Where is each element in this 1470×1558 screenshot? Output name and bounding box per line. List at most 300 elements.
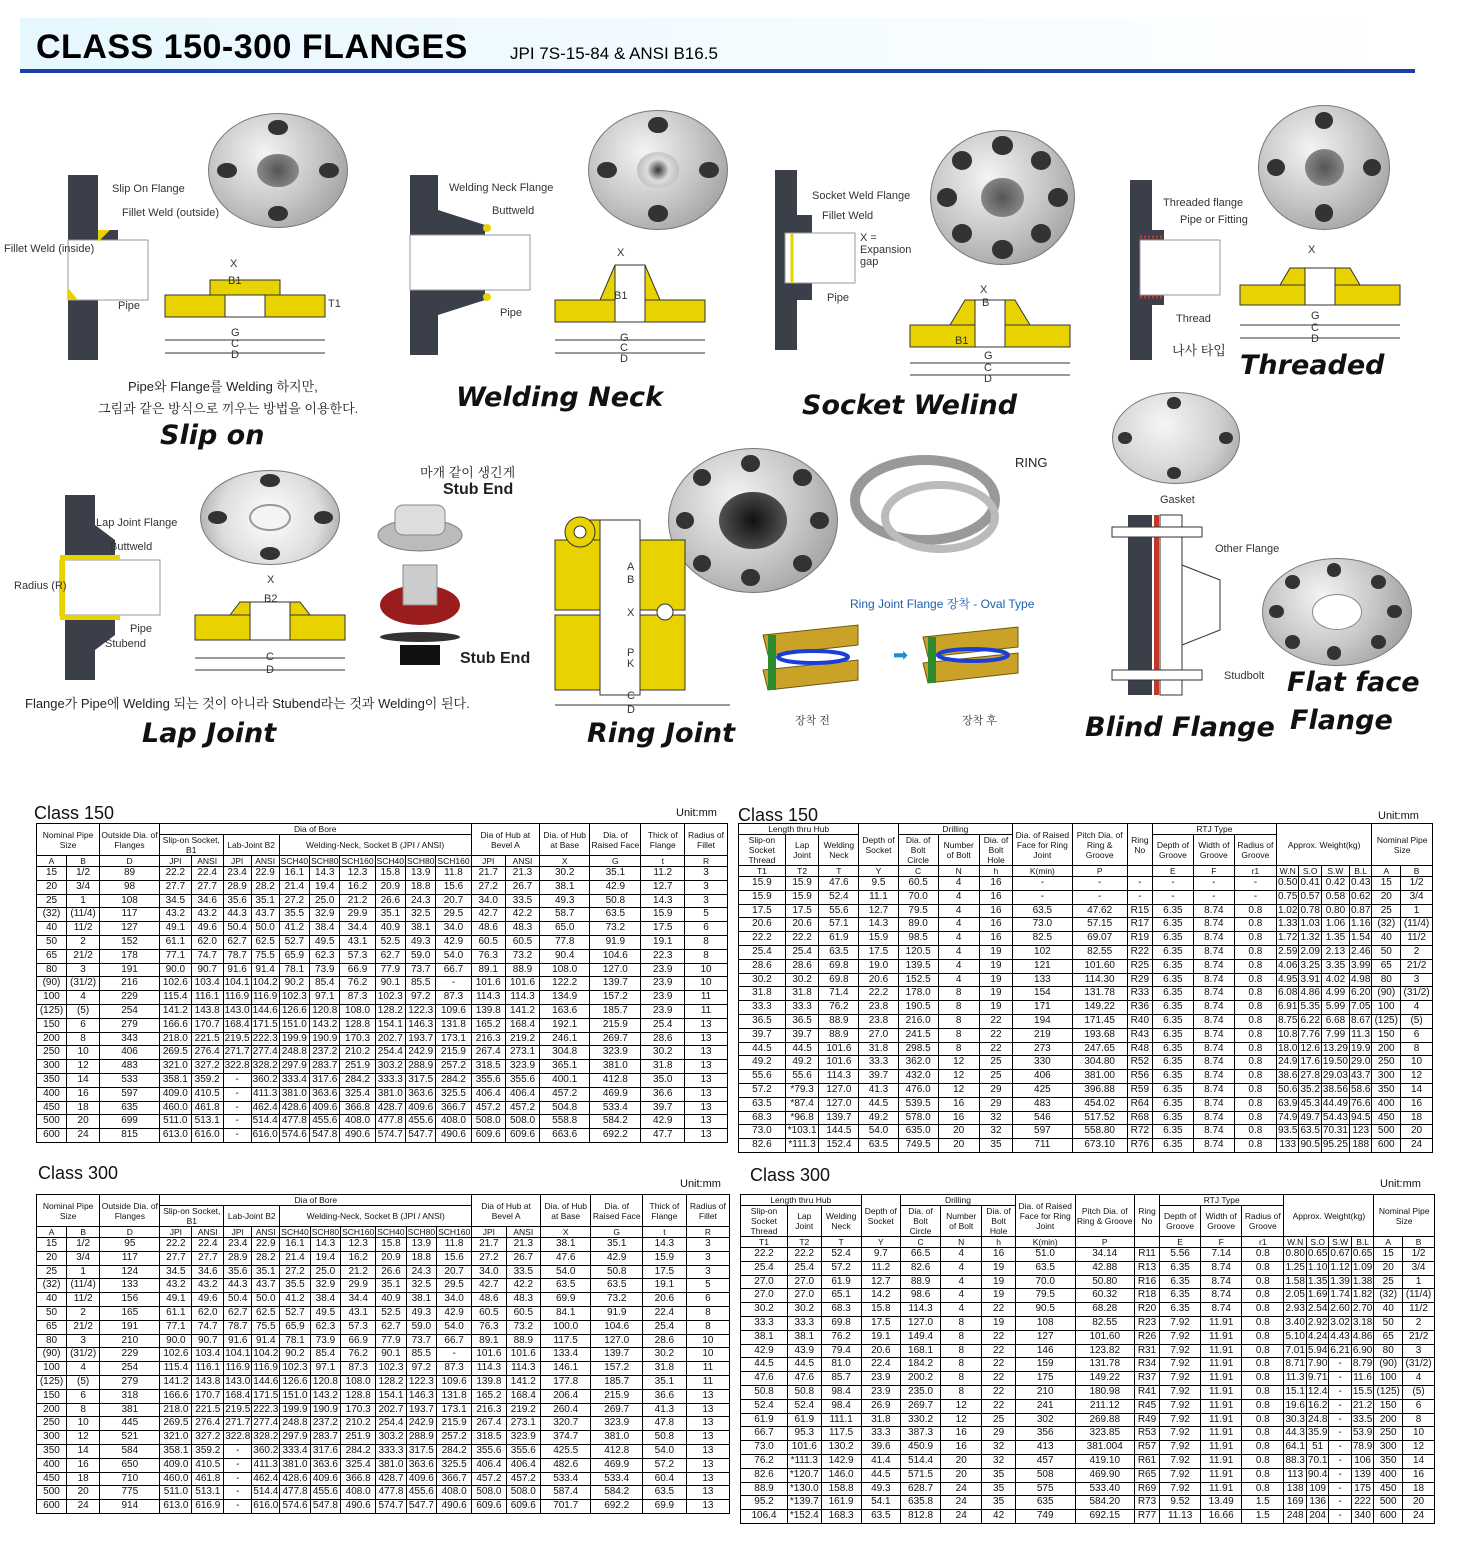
table-cell: 104.6 — [590, 949, 641, 963]
table-cell: 6.20 — [1349, 987, 1371, 1001]
table-row — [37, 1389, 730, 1403]
table-cell: 190.9 — [310, 1032, 340, 1046]
table-cell: 57.3 — [341, 1320, 376, 1334]
table-cell: 7.92 — [1160, 1427, 1201, 1441]
table-cell: 25 — [979, 1056, 1013, 1070]
table-cell: 547.7 — [406, 1500, 436, 1514]
table-cell: 151.0 — [279, 1018, 309, 1032]
table-cell: 54.0 — [541, 1265, 591, 1279]
table-cell: 185.7 — [590, 1004, 641, 1018]
table-cell: R40 — [1127, 1014, 1152, 1028]
table-cell: 98.4 — [821, 1385, 861, 1399]
table-cell: - — [1329, 1413, 1351, 1427]
table-cell: 27.7 — [191, 880, 223, 894]
table-cell: - — [1329, 1441, 1351, 1455]
table-cell: 325.4 — [340, 1087, 375, 1101]
table-cell: 0.58 — [1321, 890, 1349, 904]
table-cell: 91.4 — [252, 1334, 280, 1348]
th-callout-pipe: Pipe or Fitting — [1180, 214, 1248, 226]
table-cell: R15 — [1127, 904, 1152, 918]
column-header: T — [821, 1237, 861, 1248]
table-cell: 254 — [100, 1362, 160, 1376]
table-cell: 11.3 — [1284, 1372, 1306, 1386]
table-cell: 65 — [37, 1320, 67, 1334]
table-cell: 7.92 — [1160, 1344, 1201, 1358]
table-cell: (125) — [37, 1375, 67, 1389]
table-cell: 2.60 — [1329, 1303, 1351, 1317]
table-cell: 333.3 — [376, 1444, 406, 1458]
column-header: A — [37, 856, 67, 867]
table-cell: 134.9 — [540, 991, 590, 1005]
table-cell: 20.9 — [375, 880, 405, 894]
table-cell: *130.0 — [788, 1482, 822, 1496]
column-header: SCH80 — [407, 856, 435, 866]
lj-callout-flange: Lap Joint Flange — [96, 517, 178, 529]
table-cell: 381.0 — [375, 1087, 405, 1101]
table-cell: 77.9 — [376, 1334, 406, 1348]
welding-neck-dimension-diagram — [545, 255, 715, 365]
header-pitch-dia: Pitch Dia. of Ring & Groove — [1075, 1195, 1134, 1237]
table-cell: 166.6 — [159, 1018, 191, 1032]
table-cell: 50.80 — [1075, 1275, 1134, 1289]
table-cell: 39.7 — [641, 1101, 685, 1115]
class300-left-title: Class 300 — [38, 1163, 119, 1183]
table-cell: 0.80 — [1321, 904, 1349, 918]
table-row — [37, 1115, 728, 1129]
table-cell: 317.5 — [406, 1073, 436, 1087]
wn-callout-flange: Welding Neck Flange — [449, 182, 554, 194]
table-cell: 411.3 — [252, 1458, 280, 1472]
table-cell: 43.1 — [340, 935, 375, 949]
table-cell: 34.4 — [341, 1293, 376, 1307]
table-cell: 14 — [1403, 1454, 1435, 1468]
table-cell: 1.74 — [1329, 1289, 1351, 1303]
table-cell: 16 — [979, 890, 1013, 904]
table-cell: 60.5 — [472, 1306, 506, 1320]
table-cell: 28.9 — [223, 880, 251, 894]
header-rtj-sub: Radius of Groove — [1242, 1206, 1284, 1237]
table-cell: 533.4 — [541, 1472, 591, 1486]
table-cell: 16 — [979, 932, 1013, 946]
table-cell: 171 — [1013, 1001, 1072, 1015]
table-cell: 317.6 — [310, 1073, 340, 1087]
table-cell: 35.1 — [251, 894, 279, 908]
table-cell: 2 — [1401, 945, 1433, 959]
table-cell: 8 — [685, 949, 728, 963]
table-cell: 11/2 — [67, 1293, 100, 1307]
table-cell: 193.7 — [406, 1032, 436, 1046]
table-cell: 584.20 — [1075, 1496, 1134, 1510]
table-cell: 32.5 — [406, 908, 436, 922]
table-cell: 25.4 — [739, 945, 786, 959]
table-cell: 90.0 — [159, 963, 191, 977]
table-cell: 18.8 — [406, 1251, 436, 1265]
table-cell: 8.74 — [1193, 904, 1234, 918]
table-cell: 101.6 — [788, 1441, 822, 1455]
table-cell: 35.6 — [224, 1265, 252, 1279]
slip-on-dim-b1: B1 — [228, 275, 242, 287]
table-cell: 114.3 — [819, 1070, 859, 1084]
table-cell: 104.1 — [224, 1348, 252, 1362]
table-cell: R56 — [1127, 1070, 1152, 1084]
table-cell: 12 — [1401, 1070, 1433, 1084]
table-cell: 1.5 — [1242, 1496, 1284, 1510]
table-cell: 191 — [100, 963, 160, 977]
table-cell: 73.7 — [406, 963, 436, 977]
header-nominal-size: Nominal Pipe Size — [1372, 824, 1433, 866]
table-cell: 173.1 — [436, 1032, 471, 1046]
table-cell: 161.9 — [821, 1496, 861, 1510]
table-cell: 122.3 — [406, 1004, 436, 1018]
table-cell: 88.9 — [505, 963, 539, 977]
table-cell: 81.0 — [821, 1358, 861, 1372]
table-cell: R29 — [1127, 973, 1152, 987]
table-cell: 578.0 — [898, 1111, 938, 1125]
table-cell: 11.91 — [1201, 1399, 1242, 1413]
table-cell: 8.74 — [1193, 1028, 1234, 1042]
table-row — [37, 922, 728, 936]
table-cell: 0.8 — [1234, 1070, 1276, 1084]
table-cell: 269.5 — [159, 1046, 191, 1060]
table-cell: 381.004 — [1075, 1441, 1134, 1455]
table-cell: 60.5 — [898, 877, 938, 891]
table-cell: 191 — [100, 1320, 160, 1334]
table-cell: 8 — [938, 1001, 979, 1015]
table-cell: 75.5 — [251, 949, 279, 963]
table-cell: 100 — [1374, 1372, 1403, 1386]
socket-weld-dimension-diagram — [905, 285, 1085, 385]
table-cell: 38.1 — [406, 1293, 436, 1307]
table-cell: 60.5 — [471, 935, 505, 949]
table-cell: 22 — [979, 1014, 1013, 1028]
table-cell: 304.80 — [1072, 1056, 1127, 1070]
table-cell: 409.0 — [160, 1458, 192, 1472]
column-header: F — [1193, 866, 1234, 877]
table-cell: 41.3 — [859, 1083, 898, 1097]
header-drilling-sub: Number of Bolt — [938, 835, 979, 866]
table-cell: 149.22 — [1072, 1001, 1127, 1015]
header-drilling-sub: Dia. of Bolt Circle — [900, 1206, 940, 1237]
table-cell: 52.4 — [741, 1399, 788, 1413]
table-cell: 0.8 — [1234, 959, 1276, 973]
table-cell: 88.9 — [900, 1275, 940, 1289]
table-cell: 4 — [67, 991, 100, 1005]
table-cell: 48.6 — [472, 1293, 506, 1307]
table-cell: 34.6 — [192, 1265, 224, 1279]
table-cell: 54.0 — [437, 1320, 472, 1334]
table-cell: 14 — [67, 1073, 100, 1087]
table-cell: 101.6 — [506, 1348, 540, 1362]
table-cell: 20 — [938, 1139, 979, 1153]
table-cell: 0.8 — [1242, 1358, 1284, 1372]
table-cell: 87.3 — [341, 1362, 376, 1376]
table-cell: 48.6 — [471, 922, 505, 936]
table-cell: 12.4 — [1306, 1385, 1328, 1399]
table-cell: 8.74 — [1201, 1289, 1242, 1303]
table-cell: 9.52 — [1160, 1496, 1201, 1510]
table-cell: 635 — [100, 1101, 160, 1115]
table-cell: 38.1 — [540, 880, 590, 894]
table-cell: - — [1329, 1372, 1351, 1386]
table-cell: 457.2 — [540, 1087, 590, 1101]
table-cell: 102.6 — [159, 977, 191, 991]
table-cell: 98.6 — [900, 1289, 940, 1303]
table-cell: 87.3 — [436, 991, 471, 1005]
table-cell: 27.2 — [279, 894, 309, 908]
table-cell: 23.9 — [641, 991, 685, 1005]
table-cell: 533 — [100, 1073, 160, 1087]
table-cell: 4.06 — [1276, 959, 1298, 973]
table-cell: 82.6 — [739, 1139, 786, 1153]
table-cell: 455.6 — [406, 1486, 436, 1500]
table-cell: 0.8 — [1234, 1042, 1276, 1056]
table-cell: 95.3 — [788, 1427, 822, 1441]
column-header: S.W — [1321, 866, 1349, 877]
column-header: JPI — [471, 856, 505, 867]
table-cell: 14.3 — [859, 918, 898, 932]
slip-on-callout-fillet-in: Fillet Weld (inside) — [4, 243, 95, 255]
table-cell: 13 — [686, 1486, 729, 1500]
table-cell: 93.5 — [1276, 1125, 1298, 1139]
table-cell: 34.6 — [191, 894, 223, 908]
table-cell: 3.40 — [1284, 1316, 1306, 1330]
header-rtj-sub: Depth of Groove — [1152, 835, 1193, 866]
table-cell: 322.8 — [223, 1060, 251, 1074]
table-cell: 613.0 — [159, 1129, 191, 1143]
table-cell: 95 — [100, 1238, 160, 1252]
table-cell: 159 — [1015, 1358, 1075, 1372]
table-cell: 165 — [100, 1306, 160, 1320]
table-cell: 11.91 — [1201, 1372, 1242, 1386]
table-cell: 89.1 — [472, 1334, 506, 1348]
table-cell: 20 — [941, 1468, 982, 1482]
table-cell: R41 — [1134, 1385, 1159, 1399]
table-cell: 66.7 — [437, 1334, 472, 1348]
table-cell: 584.2 — [591, 1486, 643, 1500]
table-cell: - — [224, 1486, 252, 1500]
table-cell: 12 — [938, 1056, 979, 1070]
table-cell: 42.88 — [1075, 1261, 1134, 1275]
table-cell: 20 — [1372, 890, 1401, 904]
table-cell: 21.2 — [1351, 1399, 1373, 1413]
table-cell: 97.2 — [406, 991, 436, 1005]
class150-left-unit: Unit:mm — [676, 807, 717, 819]
table-cell: 0.8 — [1234, 987, 1276, 1001]
table-cell: 8.74 — [1193, 1111, 1234, 1125]
table-cell: 490.6 — [340, 1129, 375, 1143]
table-cell: 61.9 — [819, 932, 859, 946]
table-cell: 16.2 — [1306, 1399, 1328, 1413]
table-cell: 8.74 — [1193, 1097, 1234, 1111]
table-cell: 343 — [100, 1032, 160, 1046]
table-cell: 25 — [1372, 904, 1401, 918]
rj-dim-k: K — [627, 658, 635, 670]
table-cell: 139.7 — [819, 1111, 859, 1125]
table-cell: 400 — [1374, 1468, 1403, 1482]
table-cell: (90) — [37, 977, 67, 991]
column-header: ANSI — [192, 1227, 224, 1238]
table-cell: 16 — [982, 1248, 1016, 1262]
column-header: W.N — [1284, 1237, 1306, 1248]
table-cell: 40 — [1372, 932, 1401, 946]
table-cell: 1.35 — [1321, 932, 1349, 946]
header-welding-neck: Welding-Neck, Socket B (JPI / ANSI) — [280, 1206, 472, 1227]
table-cell: 6.35 — [1152, 1070, 1193, 1084]
table-cell: 47.8 — [643, 1417, 687, 1431]
table-cell: - — [223, 1101, 251, 1115]
table-cell: 25.0 — [310, 1265, 340, 1279]
table-cell: 513.1 — [191, 1115, 223, 1129]
table-cell: 250 — [37, 1046, 67, 1060]
table-cell: 504.8 — [540, 1101, 590, 1115]
table-cell: 445 — [100, 1417, 160, 1431]
column-header: X — [540, 856, 590, 867]
table-cell: 4 — [941, 1303, 982, 1317]
column-header: SCH160 — [438, 1227, 471, 1237]
table-cell: 17.6 — [1299, 1056, 1321, 1070]
table-cell: 38.6 — [1276, 1070, 1298, 1084]
table-cell: 84.1 — [541, 1306, 591, 1320]
table-cell: (125) — [1372, 1014, 1401, 1028]
column-header: G — [591, 1227, 643, 1238]
table-cell: 49.3 — [861, 1482, 900, 1496]
table-cell: 73.0 — [739, 1125, 786, 1139]
table-cell: 273.1 — [506, 1417, 540, 1431]
table-cell: 32 — [982, 1454, 1016, 1468]
table-cell: 184.2 — [900, 1358, 940, 1372]
table-cell: 44.3 — [1284, 1427, 1306, 1441]
table-cell: 356 — [1015, 1427, 1075, 1441]
sw-dim-b: B — [982, 297, 990, 309]
table-cell: 57.15 — [1072, 918, 1127, 932]
table-cell: 3 — [1401, 973, 1433, 987]
column-header: D — [100, 856, 160, 867]
table-row — [741, 1344, 1435, 1358]
table-row — [37, 1087, 728, 1101]
table-cell: 24 — [941, 1496, 982, 1510]
table-cell: 8 — [686, 1306, 729, 1320]
rj-dim-x: X — [627, 607, 635, 619]
threaded-label: Threaded — [1240, 350, 1385, 381]
table-cell: 24 — [1403, 1510, 1435, 1524]
table-cell: 333.3 — [375, 1073, 405, 1087]
table-cell: 82.6 — [900, 1261, 940, 1275]
table-cell: R17 — [1127, 918, 1152, 932]
table-cell: 82.55 — [1075, 1316, 1134, 1330]
table-cell: 42.2 — [506, 1279, 540, 1293]
table-cell: 10 — [686, 1334, 729, 1348]
table-cell: 8.74 — [1201, 1275, 1242, 1289]
table-cell: 0.8 — [1242, 1427, 1284, 1441]
table-cell: 40 — [37, 922, 67, 936]
table-cell: 2 — [67, 1306, 100, 1320]
table-cell: 50.6 — [1276, 1083, 1298, 1097]
table-cell: 22.4 — [643, 1306, 687, 1320]
table-cell: 4 — [941, 1261, 982, 1275]
table-cell: 128.2 — [376, 1375, 406, 1389]
table-cell: 43.9 — [788, 1344, 822, 1358]
table-cell: 15.1 — [1284, 1385, 1306, 1399]
table-cell: 27.2 — [471, 880, 505, 894]
table-cell: 412.8 — [590, 1073, 641, 1087]
table-cell: 4 — [67, 1362, 100, 1376]
table-cell: 0.8 — [1242, 1261, 1284, 1275]
socket-weld-flange-photo — [930, 130, 1075, 265]
table-row — [741, 1303, 1435, 1317]
table-cell: 103.4 — [191, 977, 223, 991]
table-cell: 25 — [37, 894, 67, 908]
table-cell: 77.1 — [159, 949, 191, 963]
table-cell: 150 — [1372, 1028, 1401, 1042]
table-cell: 88.9 — [819, 1028, 859, 1042]
table-cell: 241 — [1015, 1399, 1075, 1413]
table-cell: 8.74 — [1193, 918, 1234, 932]
table-cell: 63.5 — [590, 908, 641, 922]
table-cell: 165.2 — [472, 1389, 506, 1403]
table-row — [741, 1275, 1435, 1289]
table-cell: 106 — [1351, 1454, 1373, 1468]
table-cell: 57.3 — [340, 949, 375, 963]
table-cell: 65 — [1374, 1330, 1403, 1344]
table-cell: 35 — [982, 1482, 1016, 1496]
table-cell: 288.9 — [406, 1060, 436, 1074]
table-cell: 30.2 — [641, 1046, 685, 1060]
table-cell: 13.9 — [406, 1238, 436, 1252]
table-cell: 211.12 — [1075, 1399, 1134, 1413]
column-header: P — [1075, 1237, 1134, 1248]
table-cell: 138 — [1284, 1482, 1306, 1496]
table-row — [37, 1265, 730, 1279]
table-cell: 4 — [1403, 1372, 1435, 1386]
table-cell: 7.92 — [1160, 1316, 1201, 1330]
table-cell: 101.60 — [1075, 1330, 1134, 1344]
table-cell: 8 — [67, 1403, 100, 1417]
flat-face-label-1: Flat face — [1287, 667, 1420, 698]
table-cell: 50.8 — [591, 1265, 643, 1279]
table-cell: 14.3 — [641, 894, 685, 908]
table-cell: 219.5 — [224, 1403, 252, 1417]
table-cell: 609.6 — [506, 1500, 540, 1514]
table-cell: 269.7 — [590, 1032, 641, 1046]
table-cell: 250 — [1372, 1056, 1401, 1070]
table-cell: 1.02 — [1276, 904, 1298, 918]
table-cell: 600 — [37, 1500, 67, 1514]
table-row — [739, 932, 1433, 946]
table-cell: 1.54 — [1349, 932, 1371, 946]
table-cell: 21.7 — [471, 867, 505, 881]
table-cell: 71.4 — [819, 987, 859, 1001]
table-cell: 1.25 — [1284, 1261, 1306, 1275]
table-cell: 114.3 — [900, 1303, 940, 1317]
table-cell: 55.6 — [739, 1070, 786, 1084]
table-cell: 77.9 — [375, 963, 405, 977]
table-cell: 21.3 — [506, 1238, 540, 1252]
header-rtj-sub: Depth of Groove — [1160, 1206, 1201, 1237]
table-cell: 273.1 — [505, 1046, 539, 1060]
table-cell: 73.2 — [590, 922, 641, 936]
table-cell: 11.13 — [1160, 1510, 1201, 1524]
table-cell: 18.8 — [406, 880, 436, 894]
table-cell: 17.5 — [739, 904, 786, 918]
table-cell: 49.5 — [310, 1306, 340, 1320]
table-cell: 511.0 — [160, 1486, 192, 1500]
table-cell: 11.2 — [641, 867, 685, 881]
table-cell: 102.3 — [376, 1362, 406, 1376]
table-cell: 9.5 — [859, 877, 898, 891]
table-cell: 143.0 — [224, 1375, 252, 1389]
column-header: S.W — [1329, 1237, 1351, 1248]
table-row — [37, 1004, 728, 1018]
